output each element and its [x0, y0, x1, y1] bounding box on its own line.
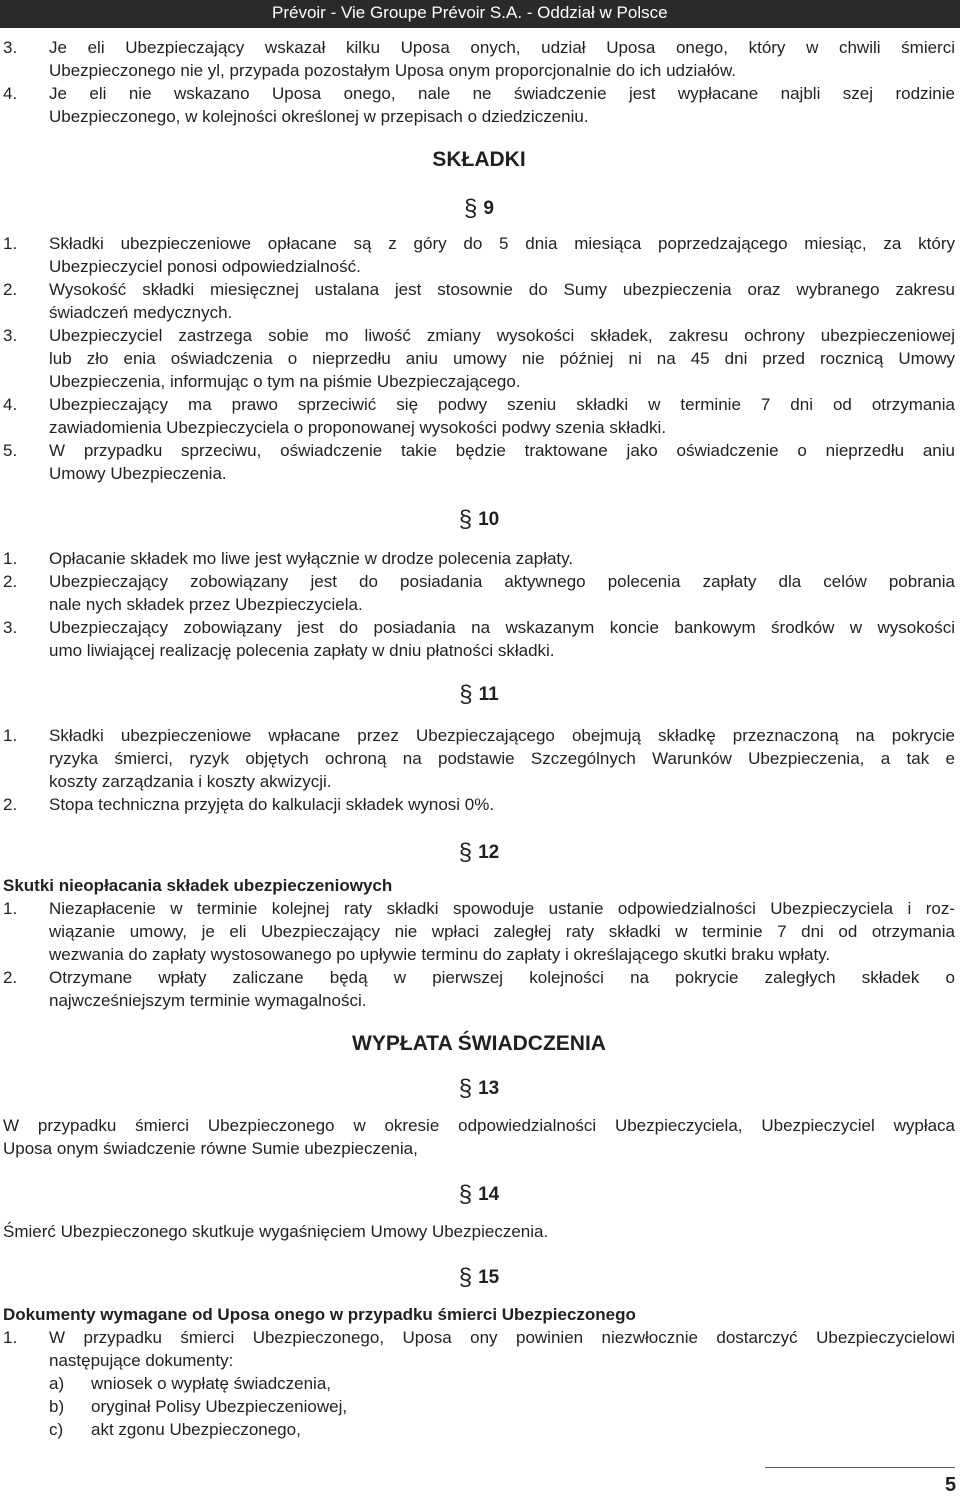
item-number: 3.: [3, 326, 18, 345]
text-line: wezwania do zapłaty wystosowanego po upływie terminu do zapłaty i określającego skutki braku wpłaty.: [49, 945, 831, 964]
item-number: 1.: [3, 549, 18, 568]
item-number: 2.: [3, 968, 18, 987]
text-line: wiązanie umowy, je eli Ubezpieczający nie wpłaci zaległej raty składki w terminie 7 dni od otrzymania: [49, 922, 955, 941]
text-line: Niezapłacenie w terminie kolejnej raty składki spowoduje ustanie odpowiedzialności Ubezpieczyciela i roz-: [49, 899, 955, 918]
text-line: nale nych składek przez Ubezpieczyciela.: [49, 595, 363, 614]
list-item: [3, 547, 955, 570]
paragraph-heading-13: [3, 1076, 955, 1102]
page-number: 5: [945, 1474, 957, 1496]
list-item: [3, 1326, 955, 1372]
text-line: Stopa techniczna przyjęta do kalkulacji składek wynosi 0%.: [49, 795, 495, 814]
text-line: W przypadku sprzeciwu, oświadczenie takie będzie traktowane jako oświadczenie o nieprzedłu aniu: [49, 441, 955, 460]
paragraph-number: 15: [478, 1267, 500, 1288]
section-sign: §: [459, 681, 473, 708]
item-number: 2.: [3, 572, 18, 591]
text-line: Ubezpieczyciel zastrzega sobie mo liwość zmiany wysokości składek, zakresu ochrony ubezpieczeniowej: [49, 326, 955, 345]
list-item: [3, 82, 955, 128]
section-sign: §: [458, 1264, 473, 1291]
text-line: Ubezpieczonego, w kolejności określonej w przepisach o dziedziczeniu.: [49, 107, 589, 126]
paragraph-text: [3, 1114, 955, 1160]
text-line: W przypadku śmierci Ubezpieczonego w okresie odpowiedzialności Ubezpieczyciela, Ubezpieczyciel wypłaca: [3, 1116, 955, 1135]
subheading: Skutki nieopłacania składek ubezpieczeniowych: [3, 876, 393, 895]
list-item: [3, 793, 955, 816]
paragraph-text: Śmierć Ubezpieczonego skutkuje wygaśnięciem Umowy Ubezpieczenia.: [3, 1222, 549, 1241]
item-number: 2.: [3, 280, 18, 299]
sub-item-text: oryginał Polisy Ubezpieczeniowej,: [91, 1397, 348, 1416]
text-line: Je eli nie wskazano Uposa onego, nale ne świadczenie jest wypłacane najbli szej rodzinie: [49, 84, 955, 103]
sub-item-text: akt zgonu Ubezpieczonego,: [91, 1420, 301, 1439]
section-title-skladki: SKŁADKI: [432, 148, 526, 171]
text-line: umo liwiającej realizację polecenia zapłaty w dniu płatności składki.: [49, 641, 555, 660]
sub-item-letter: b): [49, 1397, 65, 1416]
list-item: [3, 439, 955, 485]
item-number: 4.: [3, 84, 18, 103]
paragraph-heading-14: [3, 1182, 955, 1208]
header-title: Prévoir - Vie Groupe Prévoir S.A. - Oddział w Polsce: [272, 3, 668, 22]
section-sign: §: [458, 1075, 473, 1102]
sub-item: [3, 1372, 955, 1395]
text-line: Składki ubezpieczeniowe opłacane są z góry do 5 dnia miesiąca poprzedzającego miesiąc, za który: [49, 234, 955, 253]
text-line: Ubezpieczający zobowiązany jest do posiadania na wskazanym koncie bankowym środków w wysokości: [49, 618, 955, 637]
list-item: [3, 966, 955, 1012]
list-item: [3, 724, 955, 793]
paragraph-number: 13: [478, 1078, 500, 1099]
text-line: Wysokość składki miesięcznej ustalana jest stosownie do Sumy ubezpieczenia oraz wybranego zakresu: [49, 280, 955, 299]
text-line: Ubezpieczenia, informując o tym na piśmie Ubezpieczającego.: [49, 372, 521, 391]
sub-item: [3, 1418, 955, 1441]
sub-item-letter: a): [49, 1374, 65, 1393]
item-number: 3.: [3, 38, 18, 57]
text-line: Umowy Ubezpieczenia.: [49, 464, 227, 483]
item-number: 1.: [3, 234, 18, 253]
sub-item-letter: c): [49, 1420, 64, 1439]
text-line: Ubezpieczyciel ponosi odpowiedzialność.: [49, 257, 361, 276]
text-line: zawiadomienia Ubezpieczyciela o proponowanej wysokości podwy szenia składki.: [49, 418, 667, 437]
subheading: Dokumenty wymagane od Uposa onego w przypadku śmierci Ubezpieczonego: [3, 1305, 636, 1324]
paragraph-number: 9: [483, 198, 494, 219]
footer-rule: [765, 1467, 955, 1468]
section-sign: §: [458, 1181, 473, 1208]
paragraph-heading-10: [3, 507, 955, 533]
paragraph-number: 11: [478, 684, 499, 705]
text-line: Je eli Ubezpieczający wskazał kilku Uposa onych, udział Uposa onego, który w chwili śmierci: [49, 38, 955, 57]
paragraph-heading-15: [3, 1265, 955, 1291]
paragraph-number: 10: [478, 509, 500, 530]
list-item: [3, 393, 955, 439]
item-number: 3.: [3, 618, 18, 637]
text-line: koszty zarządzania i koszty akwizycji.: [49, 772, 332, 791]
paragraph-heading-11: [3, 682, 955, 708]
section-sign: §: [464, 195, 478, 222]
text-line: najwcześniejszym terminie wymagalności.: [49, 991, 367, 1010]
section-sign: §: [458, 506, 473, 533]
sub-item-text: wniosek o wypłatę świadczenia,: [91, 1374, 332, 1393]
list-item: [3, 324, 955, 393]
paragraph-number: 12: [478, 842, 500, 863]
list-item: [3, 897, 955, 966]
text-line: Uposa onym świadczenie równe Sumie ubezpieczenia,: [3, 1139, 418, 1158]
text-line: Ubezpieczający ma prawo sprzeciwić się podwy szeniu składki w terminie 7 dni od otrzymania: [49, 395, 955, 414]
text-line: Otrzymane wpłaty zaliczane będą w pierwszej kolejności na pokrycie zaległych składek o: [49, 968, 955, 987]
list-item: [3, 616, 955, 662]
text-line: ryzyka śmierci, ryzyk objętych ochroną na podstawie Szczególnych Warunków Ubezpieczenia, a tak e: [49, 749, 955, 768]
text-line: następujące dokumenty:: [49, 1351, 234, 1370]
list-item: [3, 570, 955, 616]
list-item: [3, 36, 955, 82]
text-line: lub zło enia oświadczenia o nieprzedłu aniu umowy nie później ni na 45 dni przed rocznicą Umowy: [49, 349, 955, 368]
text-line: Ubezpieczonego nie yl, przypada pozostałym Uposa onym proporcjonalnie do ich udziałów.: [49, 61, 737, 80]
item-number: 1.: [3, 726, 18, 745]
list-item: [3, 232, 955, 278]
document-body: [3, 36, 955, 1441]
item-number: 5.: [3, 441, 18, 460]
paragraph-heading-12: [3, 840, 955, 866]
header-bar: [0, 0, 960, 28]
sub-item: [3, 1395, 955, 1418]
section-title-wyplata: WYPŁATA ŚWIADCZENIA: [352, 1032, 606, 1055]
text-line: Składki ubezpieczeniowe wpłacane przez Ubezpieczającego obejmują składkę przeznaczoną na pokrycie: [49, 726, 955, 745]
section-sign: §: [458, 839, 473, 866]
item-number: 4.: [3, 395, 18, 414]
paragraph-heading-9: [3, 196, 955, 222]
text-line: Opłacanie składek mo liwe jest wyłącznie w drodze polecenia zapłaty.: [49, 549, 574, 568]
text-line: W przypadku śmierci Ubezpieczonego, Uposa ony powinien niezwłocznie dostarczyć Ubezpieczycielowi: [49, 1328, 955, 1347]
item-number: 1.: [3, 899, 18, 918]
item-number: 2.: [3, 795, 18, 814]
paragraph-number: 14: [478, 1184, 500, 1205]
item-number: 1.: [3, 1328, 18, 1347]
text-line: Ubezpieczający zobowiązany jest do posiadania aktywnego polecenia zapłaty dla celów pobrania: [49, 572, 955, 591]
list-item: [3, 278, 955, 324]
text-line: świadczeń medycznych.: [49, 303, 233, 322]
